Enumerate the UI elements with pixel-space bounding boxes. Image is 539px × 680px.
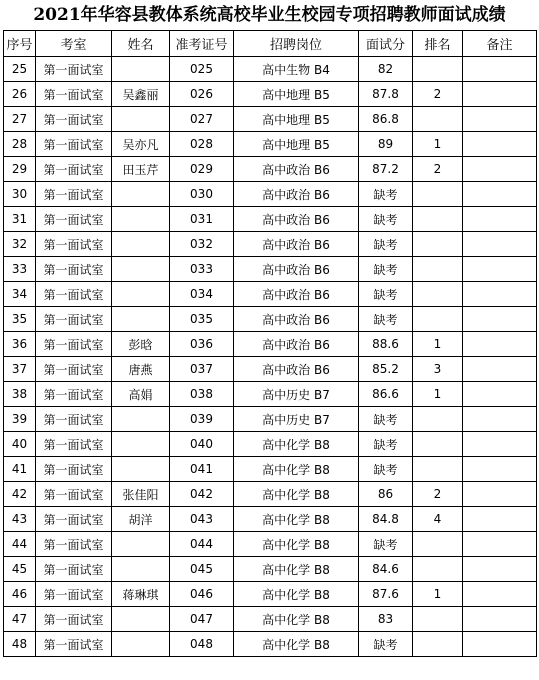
remark-cell bbox=[463, 407, 537, 432]
position-cell: 高中化学 B8 bbox=[234, 607, 359, 632]
room-cell: 第一面试室 bbox=[36, 432, 112, 457]
room-cell: 第一面试室 bbox=[36, 632, 112, 657]
seq-cell: 46 bbox=[4, 582, 36, 607]
position-cell: 高中地理 B5 bbox=[234, 82, 359, 107]
header-seq: 序号 bbox=[4, 31, 36, 57]
room-cell: 第一面试室 bbox=[36, 82, 112, 107]
ticket-cell: 031 bbox=[170, 207, 234, 232]
name-cell: 高娟 bbox=[112, 382, 170, 407]
table-body bbox=[4, 57, 537, 657]
score-cell: 89 bbox=[359, 132, 413, 157]
score-cell: 缺考 bbox=[359, 432, 413, 457]
name-cell bbox=[112, 432, 170, 457]
remark-cell bbox=[463, 107, 537, 132]
ticket-cell: 039 bbox=[170, 407, 234, 432]
rank-cell bbox=[413, 282, 463, 307]
name-cell bbox=[112, 607, 170, 632]
ticket-cell: 030 bbox=[170, 182, 234, 207]
position-cell: 高中化学 B8 bbox=[234, 482, 359, 507]
remark-cell bbox=[463, 507, 537, 532]
name-cell: 田玉芹 bbox=[112, 157, 170, 182]
page-title: 2021年华容县教体系统高校毕业生校园专项招聘教师面试成绩 bbox=[33, 5, 506, 25]
seq-cell: 36 bbox=[4, 332, 36, 357]
score-cell: 缺考 bbox=[359, 282, 413, 307]
score-cell: 缺考 bbox=[359, 182, 413, 207]
remark-cell bbox=[463, 457, 537, 482]
score-cell: 86 bbox=[359, 482, 413, 507]
score-cell: 82 bbox=[359, 57, 413, 82]
rank-cell bbox=[413, 457, 463, 482]
seq-cell: 31 bbox=[4, 207, 36, 232]
table-row bbox=[4, 507, 537, 532]
rank-cell bbox=[413, 182, 463, 207]
name-cell: 胡洋 bbox=[112, 507, 170, 532]
rank-cell: 2 bbox=[413, 82, 463, 107]
seq-cell: 32 bbox=[4, 232, 36, 257]
table-row bbox=[4, 232, 537, 257]
position-cell: 高中地理 B5 bbox=[234, 107, 359, 132]
remark-cell bbox=[463, 207, 537, 232]
ticket-cell: 029 bbox=[170, 157, 234, 182]
name-cell bbox=[112, 207, 170, 232]
seq-cell: 26 bbox=[4, 82, 36, 107]
rank-cell: 2 bbox=[413, 157, 463, 182]
position-cell: 高中政治 B6 bbox=[234, 282, 359, 307]
position-cell: 高中政治 B6 bbox=[234, 332, 359, 357]
remark-cell bbox=[463, 607, 537, 632]
score-cell: 缺考 bbox=[359, 407, 413, 432]
name-cell: 蒋琳琪 bbox=[112, 582, 170, 607]
position-cell: 高中政治 B6 bbox=[234, 157, 359, 182]
ticket-cell: 044 bbox=[170, 532, 234, 557]
name-cell bbox=[112, 232, 170, 257]
seq-cell: 33 bbox=[4, 257, 36, 282]
rank-cell bbox=[413, 57, 463, 82]
rank-cell bbox=[413, 232, 463, 257]
position-cell: 高中化学 B8 bbox=[234, 432, 359, 457]
score-cell: 缺考 bbox=[359, 207, 413, 232]
ticket-cell: 037 bbox=[170, 357, 234, 382]
table-row bbox=[4, 107, 537, 132]
score-cell: 87.2 bbox=[359, 157, 413, 182]
name-cell: 张佳阳 bbox=[112, 482, 170, 507]
ticket-cell: 028 bbox=[170, 132, 234, 157]
room-cell: 第一面试室 bbox=[36, 307, 112, 332]
seq-cell: 38 bbox=[4, 382, 36, 407]
ticket-cell: 036 bbox=[170, 332, 234, 357]
seq-cell: 39 bbox=[4, 407, 36, 432]
ticket-cell: 033 bbox=[170, 257, 234, 282]
seq-cell: 30 bbox=[4, 182, 36, 207]
rank-cell bbox=[413, 632, 463, 657]
room-cell: 第一面试室 bbox=[36, 457, 112, 482]
ticket-cell: 041 bbox=[170, 457, 234, 482]
remark-cell bbox=[463, 382, 537, 407]
remark-cell bbox=[463, 332, 537, 357]
seq-cell: 44 bbox=[4, 532, 36, 557]
table-row bbox=[4, 157, 537, 182]
rank-cell bbox=[413, 107, 463, 132]
header-ticket: 准考证号 bbox=[170, 31, 234, 57]
remark-cell bbox=[463, 232, 537, 257]
header-position: 招聘岗位 bbox=[234, 31, 359, 57]
score-cell: 缺考 bbox=[359, 232, 413, 257]
header-remark: 备注 bbox=[463, 31, 537, 57]
ticket-cell: 047 bbox=[170, 607, 234, 632]
table-row bbox=[4, 132, 537, 157]
position-cell: 高中化学 B8 bbox=[234, 457, 359, 482]
name-cell bbox=[112, 532, 170, 557]
score-cell: 缺考 bbox=[359, 307, 413, 332]
name-cell bbox=[112, 107, 170, 132]
rank-cell: 1 bbox=[413, 332, 463, 357]
table-row bbox=[4, 482, 537, 507]
ticket-cell: 038 bbox=[170, 382, 234, 407]
seq-cell: 27 bbox=[4, 107, 36, 132]
position-cell: 高中化学 B8 bbox=[234, 557, 359, 582]
rank-cell bbox=[413, 207, 463, 232]
remark-cell bbox=[463, 57, 537, 82]
rank-cell bbox=[413, 607, 463, 632]
score-cell: 缺考 bbox=[359, 457, 413, 482]
room-cell: 第一面试室 bbox=[36, 407, 112, 432]
header-name: 姓名 bbox=[112, 31, 170, 57]
ticket-cell: 027 bbox=[170, 107, 234, 132]
rank-cell bbox=[413, 432, 463, 457]
position-cell: 高中政治 B6 bbox=[234, 257, 359, 282]
position-cell: 高中政治 B6 bbox=[234, 182, 359, 207]
room-cell: 第一面试室 bbox=[36, 332, 112, 357]
score-cell: 86.8 bbox=[359, 107, 413, 132]
name-cell: 唐燕 bbox=[112, 357, 170, 382]
remark-cell bbox=[463, 132, 537, 157]
ticket-cell: 040 bbox=[170, 432, 234, 457]
room-cell: 第一面试室 bbox=[36, 357, 112, 382]
room-cell: 第一面试室 bbox=[36, 182, 112, 207]
table-row bbox=[4, 632, 537, 657]
remark-cell bbox=[463, 182, 537, 207]
name-cell bbox=[112, 182, 170, 207]
room-cell: 第一面试室 bbox=[36, 107, 112, 132]
score-cell: 缺考 bbox=[359, 257, 413, 282]
score-cell: 83 bbox=[359, 607, 413, 632]
remark-cell bbox=[463, 82, 537, 107]
ticket-cell: 043 bbox=[170, 507, 234, 532]
table-row bbox=[4, 282, 537, 307]
seq-cell: 41 bbox=[4, 457, 36, 482]
rank-cell bbox=[413, 407, 463, 432]
ticket-cell: 032 bbox=[170, 232, 234, 257]
name-cell: 彭晗 bbox=[112, 332, 170, 357]
rank-cell: 1 bbox=[413, 382, 463, 407]
position-cell: 高中政治 B6 bbox=[234, 357, 359, 382]
seq-cell: 25 bbox=[4, 57, 36, 82]
name-cell: 吴亦凡 bbox=[112, 132, 170, 157]
header-room: 考室 bbox=[36, 31, 112, 57]
score-cell: 87.8 bbox=[359, 82, 413, 107]
seq-cell: 28 bbox=[4, 132, 36, 157]
position-cell: 高中化学 B8 bbox=[234, 632, 359, 657]
ticket-cell: 048 bbox=[170, 632, 234, 657]
position-cell: 高中生物 B4 bbox=[234, 57, 359, 82]
position-cell: 高中历史 B7 bbox=[234, 382, 359, 407]
seq-cell: 37 bbox=[4, 357, 36, 382]
remark-cell bbox=[463, 307, 537, 332]
table-row bbox=[4, 407, 537, 432]
table-row bbox=[4, 357, 537, 382]
table-row bbox=[4, 432, 537, 457]
name-cell bbox=[112, 257, 170, 282]
rank-cell bbox=[413, 557, 463, 582]
room-cell: 第一面试室 bbox=[36, 282, 112, 307]
score-cell: 87.6 bbox=[359, 582, 413, 607]
table-row bbox=[4, 82, 537, 107]
ticket-cell: 042 bbox=[170, 482, 234, 507]
name-cell bbox=[112, 457, 170, 482]
table-row bbox=[4, 382, 537, 407]
header-rank: 排名 bbox=[413, 31, 463, 57]
position-cell: 高中政治 B6 bbox=[234, 232, 359, 257]
name-cell bbox=[112, 407, 170, 432]
remark-cell bbox=[463, 632, 537, 657]
room-cell: 第一面试室 bbox=[36, 582, 112, 607]
remark-cell bbox=[463, 532, 537, 557]
seq-cell: 48 bbox=[4, 632, 36, 657]
remark-cell bbox=[463, 582, 537, 607]
position-cell: 高中政治 B6 bbox=[234, 307, 359, 332]
seq-cell: 47 bbox=[4, 607, 36, 632]
remark-cell bbox=[463, 357, 537, 382]
remark-cell bbox=[463, 482, 537, 507]
position-cell: 高中政治 B6 bbox=[234, 207, 359, 232]
rank-cell bbox=[413, 307, 463, 332]
room-cell: 第一面试室 bbox=[36, 57, 112, 82]
seq-cell: 29 bbox=[4, 157, 36, 182]
rank-cell: 2 bbox=[413, 482, 463, 507]
table-row bbox=[4, 582, 537, 607]
name-cell bbox=[112, 307, 170, 332]
remark-cell bbox=[463, 432, 537, 457]
room-cell: 第一面试室 bbox=[36, 132, 112, 157]
position-cell: 高中化学 B8 bbox=[234, 532, 359, 557]
score-cell: 84.6 bbox=[359, 557, 413, 582]
remark-cell bbox=[463, 257, 537, 282]
name-cell: 吴鑫丽 bbox=[112, 82, 170, 107]
room-cell: 第一面试室 bbox=[36, 532, 112, 557]
table-header-row bbox=[4, 31, 537, 57]
room-cell: 第一面试室 bbox=[36, 157, 112, 182]
table-row bbox=[4, 57, 537, 82]
rank-cell: 4 bbox=[413, 507, 463, 532]
score-table bbox=[3, 30, 537, 657]
score-cell: 88.6 bbox=[359, 332, 413, 357]
table-row bbox=[4, 257, 537, 282]
room-cell: 第一面试室 bbox=[36, 257, 112, 282]
table-row bbox=[4, 457, 537, 482]
score-cell: 86.6 bbox=[359, 382, 413, 407]
remark-cell bbox=[463, 157, 537, 182]
ticket-cell: 034 bbox=[170, 282, 234, 307]
rank-cell bbox=[413, 257, 463, 282]
score-cell: 缺考 bbox=[359, 632, 413, 657]
table-row bbox=[4, 207, 537, 232]
ticket-cell: 035 bbox=[170, 307, 234, 332]
room-cell: 第一面试室 bbox=[36, 382, 112, 407]
ticket-cell: 045 bbox=[170, 557, 234, 582]
room-cell: 第一面试室 bbox=[36, 207, 112, 232]
seq-cell: 35 bbox=[4, 307, 36, 332]
rank-cell: 3 bbox=[413, 357, 463, 382]
seq-cell: 34 bbox=[4, 282, 36, 307]
name-cell bbox=[112, 282, 170, 307]
rank-cell: 1 bbox=[413, 582, 463, 607]
seq-cell: 45 bbox=[4, 557, 36, 582]
table-row bbox=[4, 557, 537, 582]
rank-cell bbox=[413, 532, 463, 557]
room-cell: 第一面试室 bbox=[36, 232, 112, 257]
room-cell: 第一面试室 bbox=[36, 507, 112, 532]
table-row bbox=[4, 532, 537, 557]
table-row bbox=[4, 607, 537, 632]
header-score: 面试分 bbox=[359, 31, 413, 57]
position-cell: 高中化学 B8 bbox=[234, 582, 359, 607]
rank-cell: 1 bbox=[413, 132, 463, 157]
ticket-cell: 025 bbox=[170, 57, 234, 82]
score-cell: 缺考 bbox=[359, 532, 413, 557]
room-cell: 第一面试室 bbox=[36, 607, 112, 632]
seq-cell: 43 bbox=[4, 507, 36, 532]
score-cell: 84.8 bbox=[359, 507, 413, 532]
table-row bbox=[4, 332, 537, 357]
name-cell bbox=[112, 632, 170, 657]
room-cell: 第一面试室 bbox=[36, 482, 112, 507]
name-cell bbox=[112, 57, 170, 82]
score-cell: 85.2 bbox=[359, 357, 413, 382]
name-cell bbox=[112, 557, 170, 582]
seq-cell: 40 bbox=[4, 432, 36, 457]
remark-cell bbox=[463, 282, 537, 307]
ticket-cell: 046 bbox=[170, 582, 234, 607]
room-cell: 第一面试室 bbox=[36, 557, 112, 582]
position-cell: 高中化学 B8 bbox=[234, 507, 359, 532]
position-cell: 高中地理 B5 bbox=[234, 132, 359, 157]
position-cell: 高中历史 B7 bbox=[234, 407, 359, 432]
seq-cell: 42 bbox=[4, 482, 36, 507]
table-row bbox=[4, 307, 537, 332]
table-row bbox=[4, 182, 537, 207]
ticket-cell: 026 bbox=[170, 82, 234, 107]
remark-cell bbox=[463, 557, 537, 582]
